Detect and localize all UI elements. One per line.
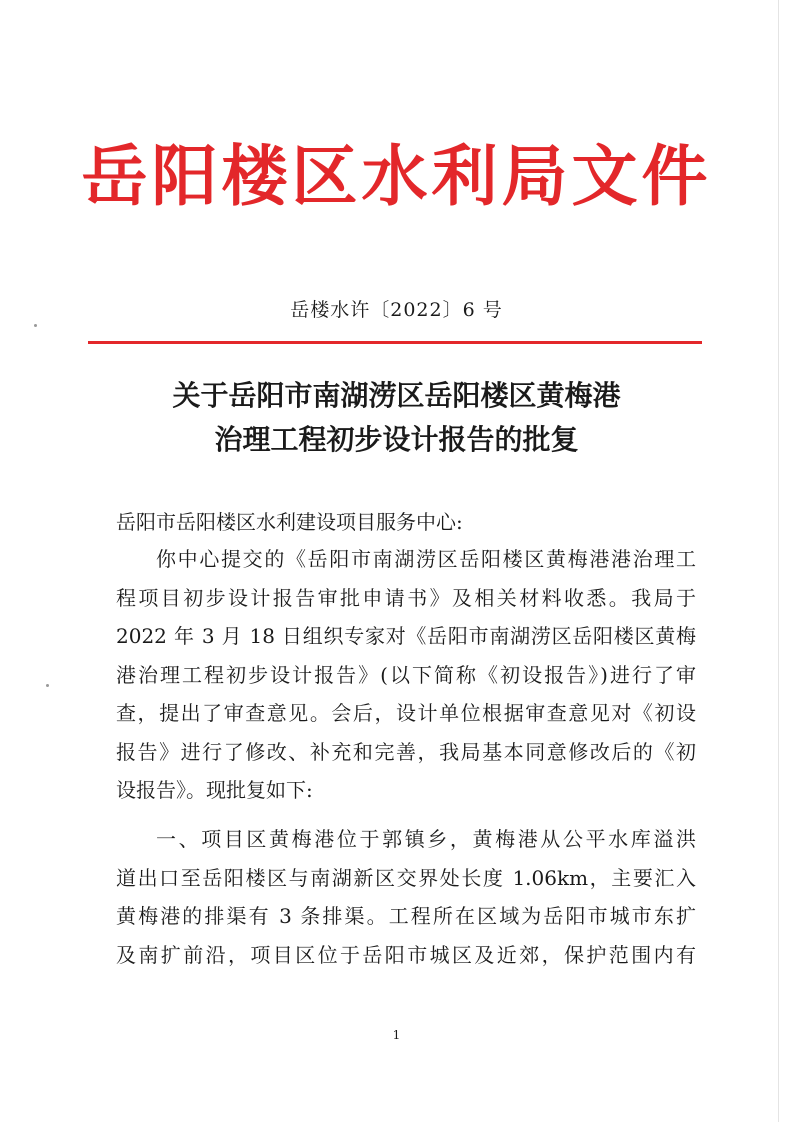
body-paragraph-2 — [116, 820, 696, 974]
page-number: 1 — [392, 1028, 401, 1042]
paragraph-line: 2022 年 3 月 18 日组织专家对《岳阳市南湖涝区岳阳楼区黄梅 — [116, 624, 696, 648]
paragraph-line: 你中心提交的《岳阳市南湖涝区岳阳楼区黄梅港港治理工 — [156, 547, 696, 571]
document-number: 岳楼水许〔2022〕6 号 — [290, 299, 503, 321]
paragraph-line: 查，提出了审查意见。会后，设计单位根据审查意见对《初设 — [116, 701, 696, 725]
paragraph-line: 程项目初步设计报告审批申请书》及相关材料收悉。我局于 — [116, 585, 696, 610]
paragraph-line: 道出口至岳阳楼区与南湖新区交界处长度 1.06km，主要汇入 — [116, 865, 696, 890]
document-header-title: 岳阳楼区水利局文件 — [81, 138, 712, 215]
scan-speck — [46, 684, 49, 687]
recipient-line: 岳阳市岳阳楼区水利建设项目服务中心: — [116, 510, 463, 534]
subject-line-1: 关于岳阳市南湖涝区岳阳楼区黄梅港 — [172, 379, 621, 412]
paragraph-line: 港治理工程初步设计报告》(以下简称《初设报告》)进行了审 — [116, 662, 696, 687]
subject-line-2: 治理工程初步设计报告的批复 — [214, 423, 579, 456]
scan-speck — [34, 324, 37, 327]
paragraph-line: 黄梅港的排渠有 3 条排渠。工程所在区域为岳阳市城市东扩 — [116, 904, 696, 928]
paragraph-line: 一、项目区黄梅港位于郭镇乡，黄梅港从公平水库溢洪 — [156, 827, 696, 851]
paragraph-line: 报告》进行了修改、补充和完善，我局基本同意修改后的《初 — [116, 739, 696, 764]
header-divider-rule — [88, 341, 702, 344]
paragraph-line: 设报告》。现批复如下: — [116, 778, 313, 802]
document-subject — [0, 374, 793, 462]
paragraph-line: 及南扩前沿，项目区位于岳阳市城区及近郊，保护范围内有 — [116, 942, 696, 967]
body-paragraph-1 — [116, 540, 696, 810]
